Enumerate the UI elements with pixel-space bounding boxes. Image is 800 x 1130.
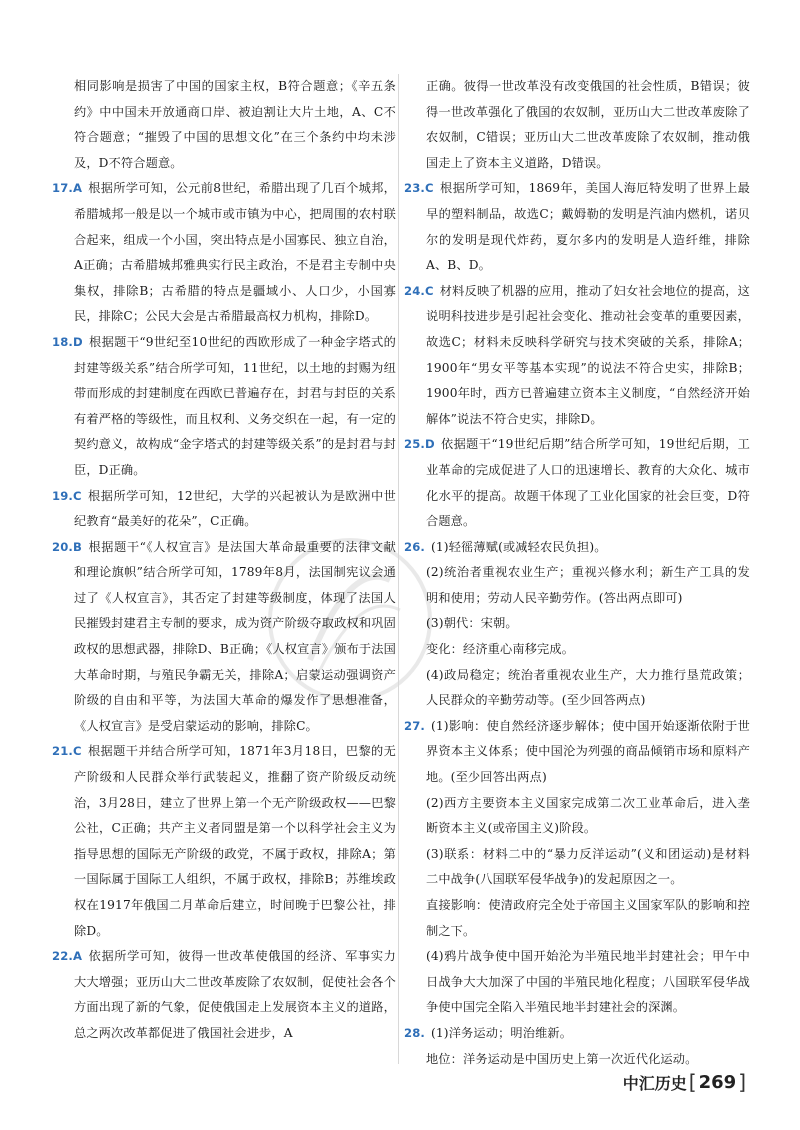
page-number: 269 [698,1071,737,1093]
answer-letter: C [425,283,434,298]
answer-item [52,944,396,1046]
question-number: 25. [404,437,425,452]
continued-text: 相同影响是损害了中国的国家主权，B符合题意；《辛五条约》中中国未开放通商口岸、被迫割让大片土地，A、C不符合题意；“摧毁了中国的思想文化”在三个条约中均未涉及，D不符合题意。 [74,79,396,170]
sub-answer: (2)西方主要资本主义国家完成第二次工业革命后，进入垄断资本主义(或帝国主义)阶段。 [426,795,750,836]
question-number: 24. [404,283,425,298]
answer-text: 材料反映了机器的应用，推动了妇女社会地位的提高，这说明科技进步是引起社会变化、推动社会变革的重要因素，故选C；材料未反映科学研究与技术突破的关系，排除A；1900年“男女平等基本实现”的说法不符合史实，排除B；1900年时，西方已普遍建立资本主义制度，“自然经济开始解体”说法不符合史实，排除D。 [426,283,750,426]
sub-answer: (4)政局稳定；统治者重视农业生产，大力推行垦荒政策；人民群众的辛勤劳动等。(至少回答两点) [426,667,750,708]
answer-letter: D [73,334,83,349]
sub-answer: 变化：经济重心南移完成。 [426,642,575,657]
answer-item [52,535,396,740]
left-column [52,74,396,1047]
answer-letter: C [425,181,434,196]
answer-text: (1)轻徭薄赋(或减轻农民负担)。 [431,539,607,554]
question-number: 23. [404,181,425,196]
answer-text: 根据所学可知，12世纪，大学的兴起被认为是欧洲中世纪教育“最美好的花朵”，C正确。 [74,488,396,529]
right-column [404,74,750,1072]
question-number: 18. [52,334,73,349]
answer-text: 根据题干“《人权宣言》是法国大革命最重要的法律文献和理论旗帜”结合所学可知，1789年8月，法国制宪议会通过了《人权宣言》，其否定了封建等级制度，体现了法国人民摧毁封建君主专制的要求，成为资产阶级夺取政权和巩固政权的思想武器，排除D、B正确；《人权宣言》颁布于法国大革命时期，与殖民争霸无关，排除A；启蒙运动强调资产阶级的自由和平等，为法国大革命的爆发作了思想准备，《人权宣言》是受启蒙运动的影响，排除C。 [74,539,396,733]
answer-letter: D [425,437,435,452]
answer-item [52,176,396,330]
sub-answer: (2)统治者重视农业生产；重视兴修水利；新生产工具的发明和使用；劳动人民辛勤劳作。(答出两点即可) [426,565,750,605]
question-number: 19. [52,488,73,503]
question-number: 22. [52,949,73,964]
answer-letter: A [73,949,83,964]
question-number: 27. [404,718,425,733]
answer-item [404,279,750,433]
sub-answer: (4)鸦片战争使中国开始沦为半殖民地半封建社会；甲午中日战争大大加深了中国的半殖民地化程度；八国联军侵华战争使中国完全陷入半殖民地半封建社会的深渊。 [426,949,750,1015]
question-number: 21. [52,744,73,759]
continued-text: 正确。彼得一世改革没有改变俄国的社会性质，B错误；彼得一世改革强化了俄国的农奴制，亚历山大二世改革废除了农奴制，C错误；亚历山大二世改革废除了农奴制，推动俄国走上了资本主义道路，D错误。 [426,79,750,170]
answer-text: 根据所学可知，公元前8世纪，希腊出现了几百个城邦，希腊城邦一般是以一个城市或市镇为中心，把周围的农村联合起来，组成一个小国，突出特点是小国寡民、独立自治，A正确；古希腊城邦雅典实行民主政治，不是君主专制中央集权，排除B；古希腊的特点是疆域小、人口少，小国寡民，排除C；公民大会是古希腊最高权力机构，排除D。 [74,181,396,324]
question-number: 26. [404,539,425,554]
answer-item [404,535,750,561]
answer-item [52,739,396,944]
answer-text: (1)影响：使自然经济逐步解体；使中国开始逐渐依附于世界资本主义体系；使中国沦为列强的商品倾销市场和原料产地。(至少回答出两点) [426,718,750,785]
sub-answer: 直接影响：使清政府完全处于帝国主义国家军队的影响和控制之下。 [426,898,750,938]
answer-text: 根据题干并结合所学可知，1871年3月18日，巴黎的无产阶级和人民群众举行武装起义，推翻了资产阶级反动统治，3月28日，建立了世界上第一个无产阶级政权——巴黎公社，C正确；共产主义者同盟是第一个以科学社会主义为指导思想的国际无产阶级的政党，不属于政权，排除A；第一国际属于国际工人组织，不属于政权，排除B；苏维埃政权在1917年俄国二月革命后建立，时间晚于巴黎公社，排除D。 [74,744,396,938]
footer-label: 中汇历史 [622,1073,687,1093]
answer-text: 依据所学可知，彼得一世改革使俄国的经济、军事实力大大增强；亚历山大二世改革废除了农奴制，促使社会各个方面出现了新的气象，促使俄国走上发展资本主义的道路，总之两次改革都促进了俄国社会进步，A [74,949,396,1040]
answer-item [404,1021,750,1047]
answer-text: 依据题干“19世纪后期”结合所学可知，19世纪后期，工业革命的完成促进了人口的迅速增长、教育的大众化、城市化水平的提高。故题干体现了工业化国家的社会巨变，D符合题意。 [426,437,750,529]
answer-text: 根据所学可知，1869年，美国人海厄特发明了世界上最早的塑料制品，故选C；戴姆勒的发明是汽油内燃机，诺贝尔的发明是现代炸药，夏尔多内的发明是人造纤维，排除A、B、D。 [426,181,750,273]
answer-item [404,432,750,534]
sub-answer: (3)联系：材料二中的“暴力反洋运动”(义和团运动)是材料二中战争(八国联军侵华战争)的发起原因之一。 [426,846,750,887]
answer-letter: B [73,539,82,554]
question-number: 17. [52,181,73,196]
answer-text: (1)洋务运动；明治维新。 [431,1025,573,1040]
question-number: 20. [52,539,73,554]
answer-item [404,176,750,278]
answer-letter: C [73,488,82,503]
answer-item [404,714,750,791]
answer-letter: C [73,744,82,759]
sub-answer: (3)朝代：宋朝。 [426,616,518,631]
answer-item [52,330,396,484]
sub-answer: 地位：洋务运动是中国历史上第一次近代化运动。 [426,1051,698,1066]
page-number-close-bracket: ] [738,1070,746,1094]
answer-item [52,484,396,535]
page-footer [623,1070,746,1094]
question-number: 28. [404,1025,425,1040]
page-number-open-bracket: [ [688,1070,697,1094]
answer-letter: A [73,181,83,196]
answer-text: 根据题干“9世纪至10世纪的西欧形成了一种金字塔式的封建等级关系”结合所学可知，11世纪，以土地的封赐为纽带而形成的封建制度在西欧已普遍存在，封君与封臣的关系有着严格的等级性，而且权利、义务交织在一起，有一定的契约意义，故构成“金字塔式的封建等级关系”的是封君与封臣，D正确。 [74,334,396,477]
